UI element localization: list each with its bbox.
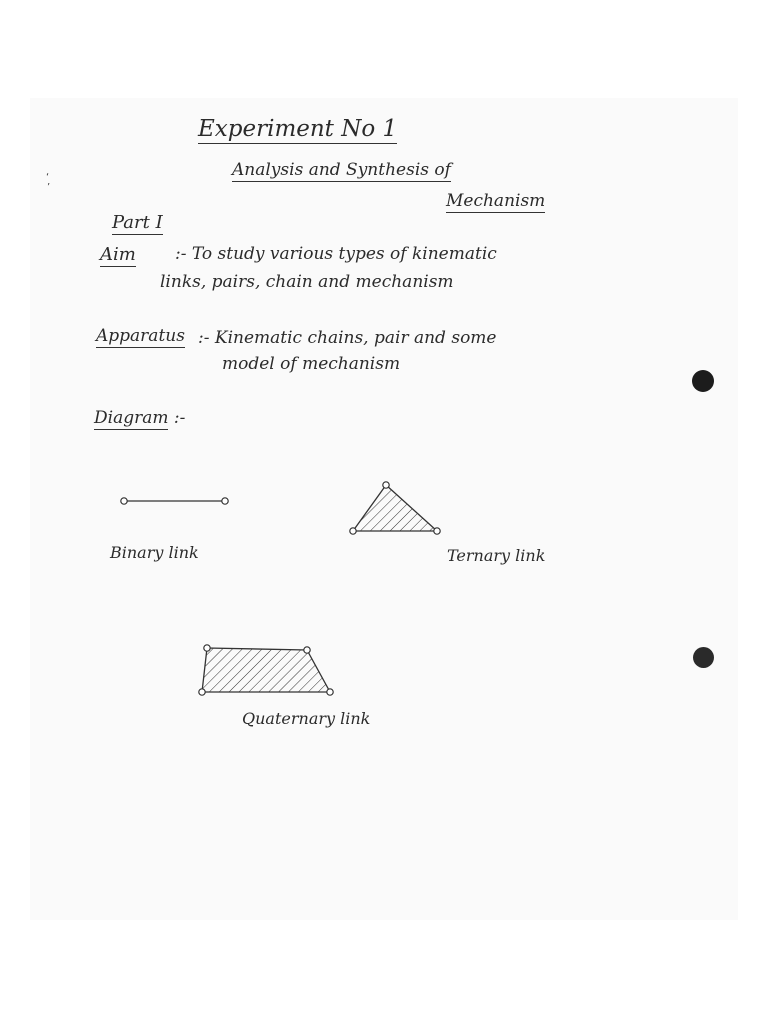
aim-heading: Aim bbox=[100, 244, 136, 265]
apparatus-heading: Apparatus bbox=[96, 326, 185, 346]
subtitle-line-2: Mechanism bbox=[446, 191, 546, 211]
subtitle-line-1: Analysis and Synthesis of bbox=[232, 160, 451, 180]
binary-link-figure bbox=[121, 498, 228, 504]
margin-mark: ’ bbox=[47, 182, 51, 193]
diagram-heading-label: Diagram bbox=[94, 408, 169, 428]
punch-hole-lower bbox=[693, 647, 714, 668]
apparatus-text-line-2: model of mechanism bbox=[222, 354, 401, 374]
ternary-link-label: Ternary link bbox=[447, 546, 546, 565]
aim-text-line-1: :- To study various types of kinematic bbox=[175, 244, 497, 264]
part-heading: Part I bbox=[112, 212, 163, 233]
binary-link-label: Binary link bbox=[110, 543, 199, 562]
page-title: Experiment No 1 bbox=[198, 116, 398, 142]
ternary-link-figure bbox=[350, 482, 440, 534]
diagram-heading-suffix: :- bbox=[168, 408, 186, 428]
margin-mark: ‘ bbox=[46, 172, 50, 183]
apparatus-text-line-1: :- Kinematic chains, pair and some bbox=[198, 328, 497, 348]
punch-hole-upper bbox=[692, 370, 714, 392]
quaternary-link-figure bbox=[199, 645, 333, 695]
aim-text-line-2: links, pairs, chain and mechanism bbox=[160, 272, 454, 292]
quaternary-link-label: Quaternary link bbox=[242, 709, 371, 728]
